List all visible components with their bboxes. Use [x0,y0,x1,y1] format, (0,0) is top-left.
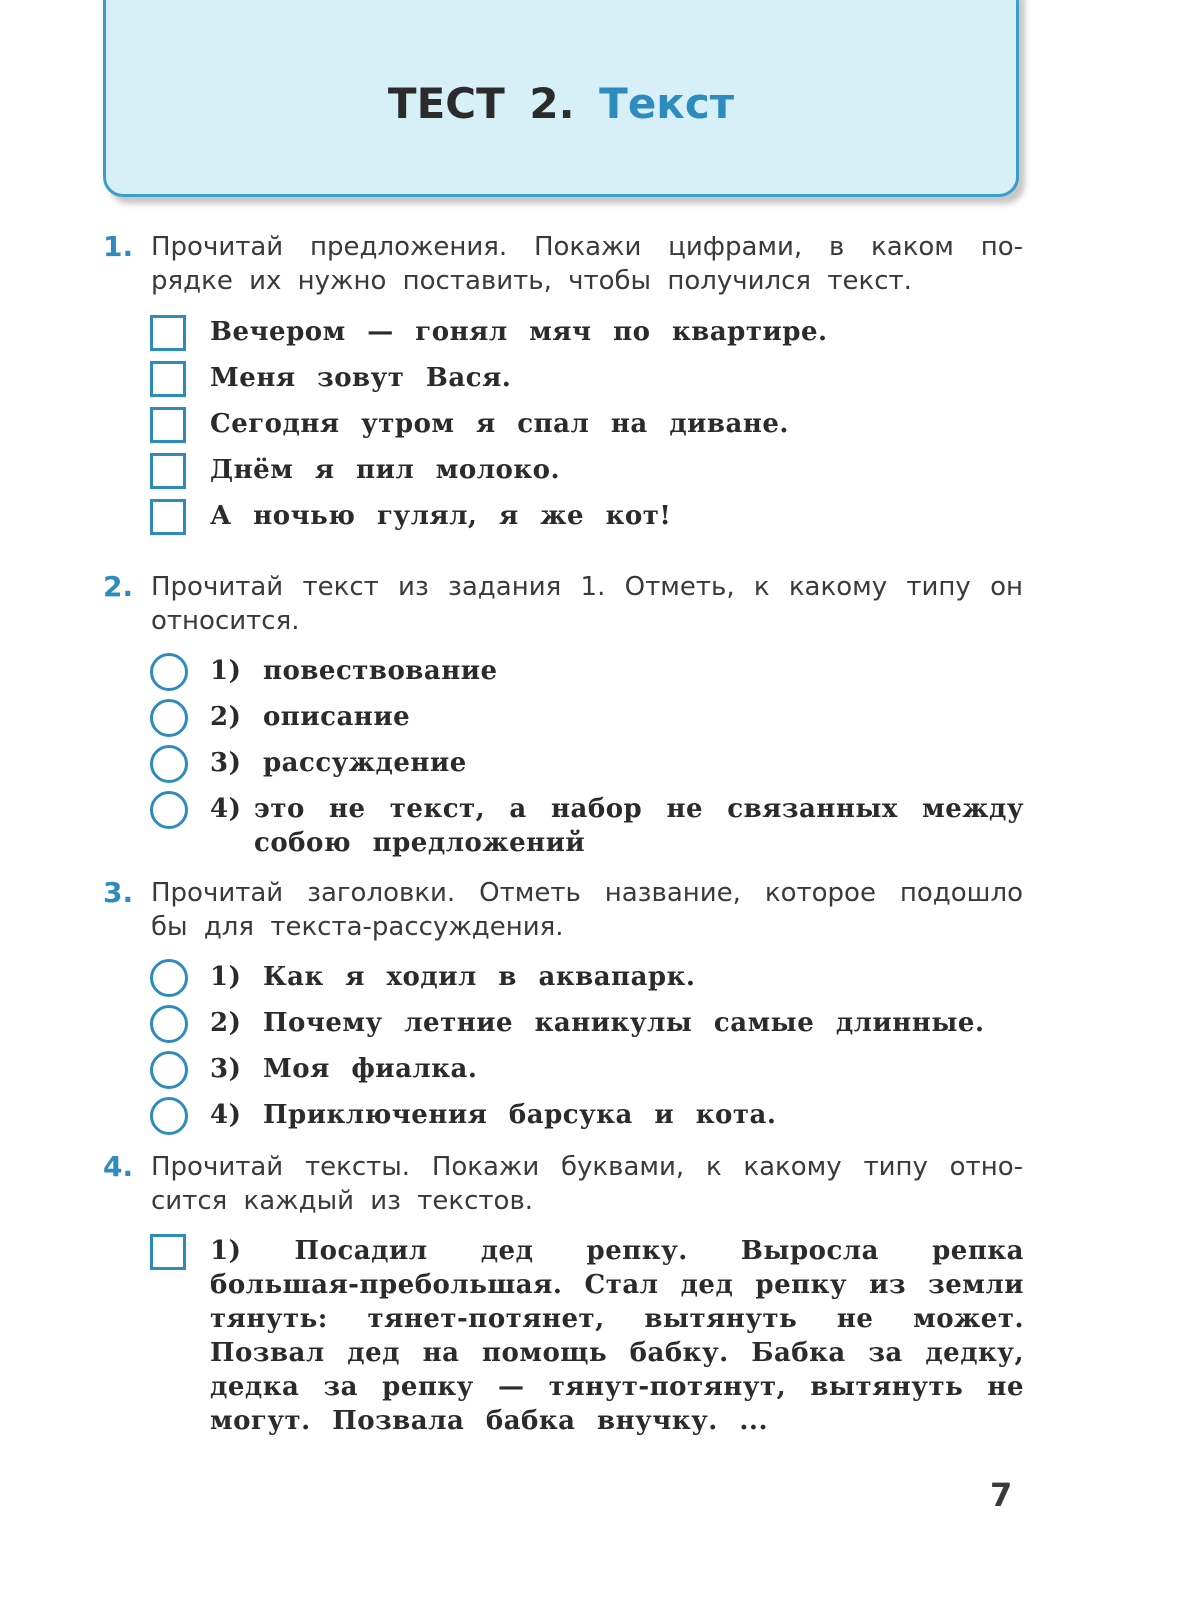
answer-radio[interactable] [150,653,188,691]
option-text: Приключения барсука и кота. [262,1100,777,1130]
option-item [150,742,1024,788]
task-number: 2. [103,570,134,603]
list-item [150,311,1024,357]
task-3 [103,876,1023,944]
list-item [150,403,1024,449]
list-item [150,357,1024,403]
option-number: 1) [210,656,242,686]
answer-radio[interactable] [150,745,188,783]
option-item [150,1094,1024,1140]
list-item [150,495,1024,541]
task-1 [103,230,1023,298]
task-number: 1. [103,230,134,263]
option-number: 4) [210,1100,242,1130]
list-item [150,449,1024,495]
option-text: Моя фиалка. [262,1054,478,1084]
answer-box[interactable] [150,453,186,489]
task-2-options [150,650,1024,868]
task-3-options [150,956,1024,1140]
option-item [150,1002,1024,1048]
option-item [150,696,1024,742]
sentence-text: Сегодня утром я спал на диване. [210,409,789,439]
test-topic: Текст [599,79,735,128]
test-label: ТЕСТ [387,79,505,128]
task-4-items [150,1230,1024,1440]
answer-radio[interactable] [150,1005,188,1043]
option-text: Почему летние каникулы самые длинные. [262,1008,985,1038]
test-header [103,0,1019,197]
task-number: 3. [103,876,134,909]
task-1-items [150,311,1024,541]
answer-radio[interactable] [150,1097,188,1135]
option-number: 3) [210,748,242,778]
option-number: 1) [210,1236,242,1266]
answer-radio[interactable] [150,791,188,829]
option-item [150,650,1024,696]
option-text: рассуждение [262,748,467,778]
task-number: 4. [103,1150,134,1183]
option-number: 1) [210,962,242,992]
task-instruction: Прочитай текст из задания 1. Отметь, к какому типу он относится. [151,572,1023,636]
passage-text: Посадил дед репку. Выросла репка большая-пребольшая. Стал дед репку из земли тянуть: тянет-потянет, вытянуть не может. Позвал дед на помощь бабку. Бабка за дедку, дедка за репку — тянут-потянут, вытянуть не могут. Позвала бабка внучку. ... [210,1236,1024,1436]
answer-radio[interactable] [150,699,188,737]
task-instruction: Прочитай тексты. Покажи буквами, к какому типу относится каждый из текстов. [151,1152,1023,1216]
option-text: это не текст, а набор не связанных между собою предложений [254,794,1024,858]
option-number: 4) [210,794,242,824]
option-item [150,1048,1024,1094]
sentence-text: А ночью гулял, я же кот! [210,501,672,531]
sentence-text: Вечером — гонял мяч по квартире. [210,317,828,347]
sentence-text: Днём я пил молоко. [210,455,561,485]
test-number: 2. [529,79,575,128]
option-text: описание [262,702,411,732]
task-instruction: Прочитай заголовки. Отметь название, которое подошло бы для текста-рассуждения. [151,878,1023,942]
answer-box[interactable] [150,315,186,351]
task-4 [103,1150,1023,1218]
answer-radio[interactable] [150,959,188,997]
task-2 [103,570,1023,638]
page-number: 7 [990,1476,1013,1514]
option-number: 2) [210,1008,242,1038]
option-number: 2) [210,702,242,732]
answer-box[interactable] [150,499,186,535]
task-instruction: Прочитай предложения. Покажи цифрами, в каком порядке их нужно поставить, чтобы получился текст. [151,232,1023,296]
list-item [150,1230,1024,1440]
option-text: Как я ходил в аквапарк. [262,962,696,992]
option-text: повествование [262,656,498,686]
test-title [388,79,734,128]
option-item [150,956,1024,1002]
answer-box[interactable] [150,407,186,443]
sentence-text: Меня зовут Вася. [210,363,512,393]
option-item [150,788,1024,868]
answer-radio[interactable] [150,1051,188,1089]
answer-box[interactable] [150,361,186,397]
option-number: 3) [210,1054,242,1084]
answer-box[interactable] [150,1234,186,1270]
